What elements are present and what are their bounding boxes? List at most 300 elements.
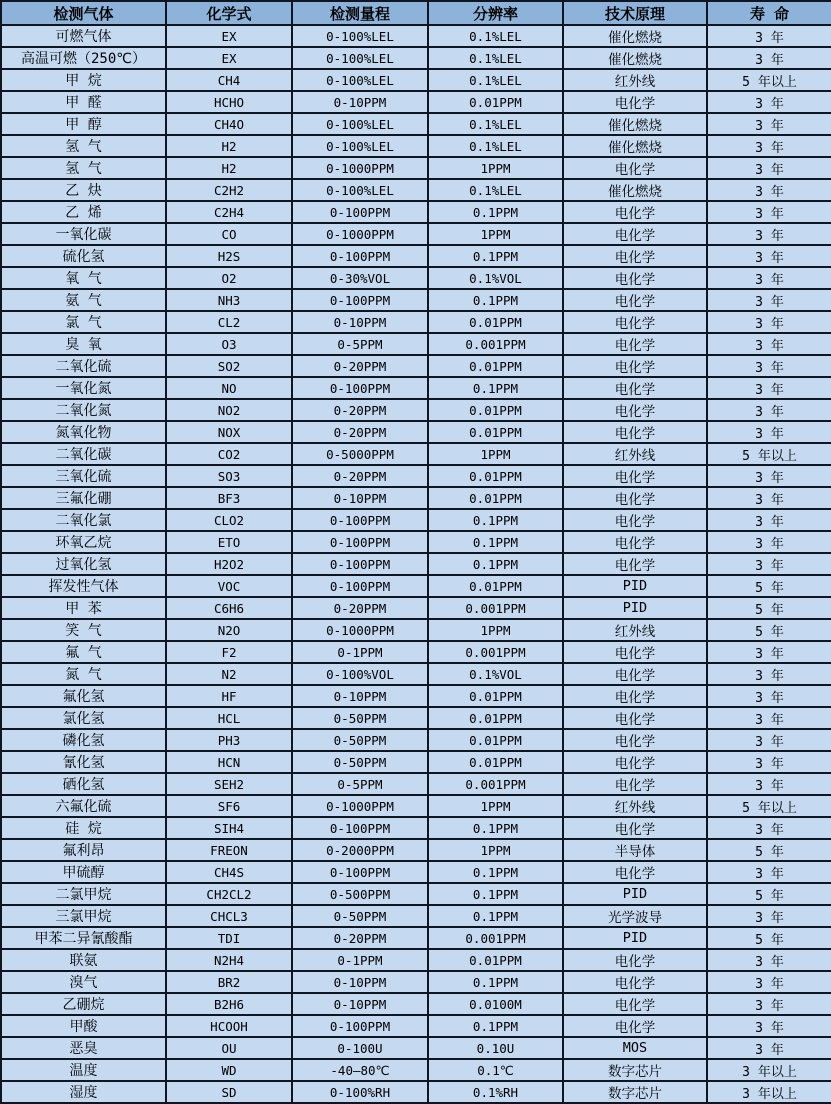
table-cell: 0-1000PPM — [292, 157, 428, 179]
table-cell: 0.1%LEL — [428, 113, 563, 135]
table-cell: VOC — [166, 575, 292, 597]
table-cell: 电化学 — [563, 773, 707, 795]
table-header — [1, 1, 831, 25]
table-cell: BR2 — [166, 971, 292, 993]
table-cell: N2 — [166, 663, 292, 685]
table-cell: 磷化氢 — [1, 729, 166, 751]
table-cell: 1PPM — [428, 223, 563, 245]
table-cell: NH3 — [166, 289, 292, 311]
table-cell: H2 — [166, 135, 292, 157]
table-cell: 一氧化碳 — [1, 223, 166, 245]
column-header: 检测气体 — [1, 1, 166, 25]
table-cell: 0-10PPM — [292, 91, 428, 113]
table-row — [1, 993, 831, 1015]
table-row — [1, 443, 831, 465]
table-cell: 0-20PPM — [292, 399, 428, 421]
table-cell: BF3 — [166, 487, 292, 509]
table-cell: H2S — [166, 245, 292, 267]
table-cell: 0.1PPM — [428, 817, 563, 839]
table-row — [1, 619, 831, 641]
table-cell: 0.01PPM — [428, 399, 563, 421]
table-cell: 可燃气体 — [1, 25, 166, 47]
table-cell: 0.1℃ — [428, 1059, 563, 1081]
table-cell: 0.01PPM — [428, 487, 563, 509]
table-cell: 温度 — [1, 1059, 166, 1081]
table-cell: 0-100%LEL — [292, 113, 428, 135]
table-cell: 3 年 — [707, 355, 831, 377]
table-row — [1, 289, 831, 311]
table-cell: CO2 — [166, 443, 292, 465]
table-row — [1, 333, 831, 355]
table-cell: 3 年 — [707, 399, 831, 421]
table-cell: 0-50PPM — [292, 707, 428, 729]
table-cell: 0.1PPM — [428, 905, 563, 927]
table-cell: 0.1PPM — [428, 531, 563, 553]
table-cell: 0-100PPM — [292, 245, 428, 267]
table-cell: 5 年 — [707, 883, 831, 905]
table-cell: 0.1%LEL — [428, 179, 563, 201]
table-cell: 数字芯片 — [563, 1059, 707, 1081]
table-cell: 3 年 — [707, 487, 831, 509]
table-cell: C2H2 — [166, 179, 292, 201]
table-cell: 0.1%VOL — [428, 663, 563, 685]
table-cell: EX — [166, 25, 292, 47]
table-cell: SO3 — [166, 465, 292, 487]
table-cell: 0.01PPM — [428, 465, 563, 487]
table-row — [1, 487, 831, 509]
table-cell: PID — [563, 883, 707, 905]
table-cell: C6H6 — [166, 597, 292, 619]
table-cell: SEH2 — [166, 773, 292, 795]
table-cell: 电化学 — [563, 707, 707, 729]
table-cell: 半导体 — [563, 839, 707, 861]
table-cell: 3 年 — [707, 179, 831, 201]
table-cell: 0.1PPM — [428, 201, 563, 223]
table-cell: 0.01PPM — [428, 707, 563, 729]
table-cell: 硒化氢 — [1, 773, 166, 795]
table-cell: 臭 氧 — [1, 333, 166, 355]
table-cell: 0-10PPM — [292, 971, 428, 993]
table-cell: 催化燃烧 — [563, 179, 707, 201]
table-cell: 0.1%VOL — [428, 267, 563, 289]
table-row — [1, 179, 831, 201]
table-cell: CLO2 — [166, 509, 292, 531]
table-cell: 3 年以上 — [707, 1081, 831, 1103]
table-cell: 3 年 — [707, 1015, 831, 1037]
table-cell: 0.1%RH — [428, 1081, 563, 1103]
table-row — [1, 1059, 831, 1081]
table-cell: 电化学 — [563, 663, 707, 685]
table-cell: B2H6 — [166, 993, 292, 1015]
table-row — [1, 355, 831, 377]
table-cell: HCHO — [166, 91, 292, 113]
table-cell: 0-20PPM — [292, 421, 428, 443]
table-cell: 3 年 — [707, 333, 831, 355]
table-cell: 5 年 — [707, 619, 831, 641]
table-row — [1, 773, 831, 795]
table-cell: 0-2000PPM — [292, 839, 428, 861]
table-cell: 甲硫醇 — [1, 861, 166, 883]
table-cell: 0-5000PPM — [292, 443, 428, 465]
table-cell: 3 年 — [707, 25, 831, 47]
table-cell: 电化学 — [563, 355, 707, 377]
table-cell: TDI — [166, 927, 292, 949]
table-cell: 0-100U — [292, 1037, 428, 1059]
table-cell: SD — [166, 1081, 292, 1103]
table-row — [1, 245, 831, 267]
table-cell: 电化学 — [563, 641, 707, 663]
table-row — [1, 861, 831, 883]
table-row — [1, 91, 831, 113]
table-cell: 0-100PPM — [292, 1015, 428, 1037]
table-cell: 电化学 — [563, 993, 707, 1015]
table-cell: 氮 气 — [1, 663, 166, 685]
table-cell: PID — [563, 575, 707, 597]
table-cell: 5 年以上 — [707, 795, 831, 817]
table-cell: 0-100%LEL — [292, 69, 428, 91]
table-cell: 3 年 — [707, 47, 831, 69]
table-cell: 0.1%LEL — [428, 25, 563, 47]
table-cell: 3 年 — [707, 223, 831, 245]
table-cell: 3 年 — [707, 773, 831, 795]
table-cell: 六氟化硫 — [1, 795, 166, 817]
table-cell: 溴气 — [1, 971, 166, 993]
table-cell: O2 — [166, 267, 292, 289]
table-cell: C2H4 — [166, 201, 292, 223]
table-cell: 3 年 — [707, 817, 831, 839]
table-cell: 0-5PPM — [292, 333, 428, 355]
table-cell: 5 年 — [707, 927, 831, 949]
table-cell: 一氧化氮 — [1, 377, 166, 399]
table-cell: 0.10U — [428, 1037, 563, 1059]
table-cell: 3 年 — [707, 751, 831, 773]
table-cell: OU — [166, 1037, 292, 1059]
table-cell: 3 年 — [707, 135, 831, 157]
table-row — [1, 509, 831, 531]
table-cell: WD — [166, 1059, 292, 1081]
table-cell: 5 年 — [707, 839, 831, 861]
table-cell: 二氧化氯 — [1, 509, 166, 531]
table-cell: 电化学 — [563, 91, 707, 113]
table-cell: 电化学 — [563, 267, 707, 289]
table-cell: 5 年以上 — [707, 69, 831, 91]
table-cell: 氟化氢 — [1, 685, 166, 707]
table-row — [1, 157, 831, 179]
table-cell: 0-5PPM — [292, 773, 428, 795]
table-cell: 0-100%LEL — [292, 135, 428, 157]
table-cell: 0.1PPM — [428, 971, 563, 993]
table-cell: 0-100PPM — [292, 201, 428, 223]
table-cell: 0.0100M — [428, 993, 563, 1015]
table-cell: 3 年 — [707, 663, 831, 685]
table-cell: 红外线 — [563, 619, 707, 641]
header-row — [1, 1, 831, 25]
table-cell: NO — [166, 377, 292, 399]
table-row — [1, 817, 831, 839]
table-cell: 电化学 — [563, 421, 707, 443]
table-row — [1, 201, 831, 223]
table-cell: 0-50PPM — [292, 729, 428, 751]
table-row — [1, 641, 831, 663]
table-cell: 3 年 — [707, 113, 831, 135]
table-cell: PID — [563, 927, 707, 949]
table-cell: 0-1000PPM — [292, 619, 428, 641]
table-cell: 红外线 — [563, 443, 707, 465]
table-cell: HCN — [166, 751, 292, 773]
column-header: 技术原理 — [563, 1, 707, 25]
table-cell: EX — [166, 47, 292, 69]
table-cell: 0-100%LEL — [292, 179, 428, 201]
table-cell: 0.1PPM — [428, 377, 563, 399]
column-header: 寿 命 — [707, 1, 831, 25]
table-cell: N2O — [166, 619, 292, 641]
table-cell: 0-20PPM — [292, 597, 428, 619]
table-row — [1, 1015, 831, 1037]
table-cell: 乙 炔 — [1, 179, 166, 201]
table-cell: 3 年以上 — [707, 1059, 831, 1081]
table-cell: 3 年 — [707, 311, 831, 333]
table-cell: MOS — [563, 1037, 707, 1059]
table-cell: F2 — [166, 641, 292, 663]
table-cell: CH4S — [166, 861, 292, 883]
table-row — [1, 311, 831, 333]
table-cell: 0-500PPM — [292, 883, 428, 905]
table-cell: 电化学 — [563, 289, 707, 311]
table-cell: 1PPM — [428, 157, 563, 179]
table-row — [1, 883, 831, 905]
table-cell: 3 年 — [707, 729, 831, 751]
table-cell: SIH4 — [166, 817, 292, 839]
table-cell: 0.1PPM — [428, 245, 563, 267]
table-cell: 0-20PPM — [292, 465, 428, 487]
table-cell: 0.1%LEL — [428, 47, 563, 69]
table-cell: 0-10PPM — [292, 487, 428, 509]
table-cell: 0.001PPM — [428, 773, 563, 795]
table-row — [1, 927, 831, 949]
table-cell: 电化学 — [563, 531, 707, 553]
table-cell: 甲 醇 — [1, 113, 166, 135]
table-cell: 甲 醛 — [1, 91, 166, 113]
table-cell: 电化学 — [563, 157, 707, 179]
table-row — [1, 685, 831, 707]
table-cell: NO2 — [166, 399, 292, 421]
table-cell: 0.01PPM — [428, 421, 563, 443]
table-row — [1, 1081, 831, 1103]
table-body — [1, 25, 831, 1103]
table-cell: 氰化氢 — [1, 751, 166, 773]
table-cell: 电化学 — [563, 245, 707, 267]
table-cell: 3 年 — [707, 993, 831, 1015]
table-cell: 催化燃烧 — [563, 25, 707, 47]
table-cell: 湿度 — [1, 1081, 166, 1103]
table-cell: 0.1%LEL — [428, 69, 563, 91]
table-cell: CH4 — [166, 69, 292, 91]
table-cell: 0-100PPM — [292, 553, 428, 575]
table-cell: H2O2 — [166, 553, 292, 575]
table-cell: 0-50PPM — [292, 751, 428, 773]
table-cell: 3 年 — [707, 267, 831, 289]
table-cell: 3 年 — [707, 707, 831, 729]
table-cell: 数字芯片 — [563, 1081, 707, 1103]
table-cell: 0.001PPM — [428, 927, 563, 949]
table-cell: 0.1%LEL — [428, 135, 563, 157]
table-cell: 0-10PPM — [292, 993, 428, 1015]
table-row — [1, 267, 831, 289]
table-row — [1, 113, 831, 135]
table-cell: 3 年 — [707, 421, 831, 443]
table-row — [1, 663, 831, 685]
table-cell: 0-100PPM — [292, 509, 428, 531]
table-cell: 1PPM — [428, 839, 563, 861]
table-cell: 三氟化硼 — [1, 487, 166, 509]
table-cell: FREON — [166, 839, 292, 861]
table-cell: 0.1PPM — [428, 883, 563, 905]
table-row — [1, 949, 831, 971]
table-cell: 0.01PPM — [428, 311, 563, 333]
table-cell: 3 年 — [707, 531, 831, 553]
table-cell: 0-100PPM — [292, 377, 428, 399]
table-cell: 0-100PPM — [292, 575, 428, 597]
table-cell: NOX — [166, 421, 292, 443]
table-cell: 氟 气 — [1, 641, 166, 663]
table-cell: 氨 气 — [1, 289, 166, 311]
table-cell: 电化学 — [563, 465, 707, 487]
table-cell: 0-100%VOL — [292, 663, 428, 685]
table-row — [1, 553, 831, 575]
table-cell: HCOOH — [166, 1015, 292, 1037]
table-cell: 3 年 — [707, 465, 831, 487]
table-cell: 环氧乙烷 — [1, 531, 166, 553]
table-cell: 二氯甲烷 — [1, 883, 166, 905]
table-cell: 挥发性气体 — [1, 575, 166, 597]
table-cell: 电化学 — [563, 311, 707, 333]
table-cell: 0-10PPM — [292, 311, 428, 333]
table-cell: 0-20PPM — [292, 927, 428, 949]
table-cell: 0-1000PPM — [292, 223, 428, 245]
table-cell: 电化学 — [563, 553, 707, 575]
table-cell: 二氧化硫 — [1, 355, 166, 377]
table-cell: 3 年 — [707, 91, 831, 113]
table-cell: 电化学 — [563, 509, 707, 531]
table-cell: O3 — [166, 333, 292, 355]
table-cell: 0.1PPM — [428, 861, 563, 883]
table-row — [1, 399, 831, 421]
table-cell: 0-1000PPM — [292, 795, 428, 817]
table-cell: 氧 气 — [1, 267, 166, 289]
table-cell: 0-100PPM — [292, 531, 428, 553]
table-cell: 3 年 — [707, 377, 831, 399]
table-cell: 乙 烯 — [1, 201, 166, 223]
table-cell: 乙硼烷 — [1, 993, 166, 1015]
table-cell: 5 年 — [707, 575, 831, 597]
table-cell: 0.01PPM — [428, 685, 563, 707]
table-cell: 氯 气 — [1, 311, 166, 333]
table-cell: 红外线 — [563, 69, 707, 91]
table-cell: 1PPM — [428, 619, 563, 641]
table-cell: 3 年 — [707, 289, 831, 311]
table-cell: 3 年 — [707, 1037, 831, 1059]
table-cell: 甲苯二异氰酸酯 — [1, 927, 166, 949]
table-cell: 电化学 — [563, 685, 707, 707]
table-row — [1, 795, 831, 817]
table-cell: 0.001PPM — [428, 333, 563, 355]
table-cell: 二氧化氮 — [1, 399, 166, 421]
table-cell: 恶臭 — [1, 1037, 166, 1059]
table-cell: 0-100PPM — [292, 861, 428, 883]
table-cell: 电化学 — [563, 333, 707, 355]
table-cell: CHCL3 — [166, 905, 292, 927]
table-cell: 0-30%VOL — [292, 267, 428, 289]
table-cell: 3 年 — [707, 201, 831, 223]
table-row — [1, 597, 831, 619]
table-cell: 甲 苯 — [1, 597, 166, 619]
table-cell: 0.1PPM — [428, 289, 563, 311]
table-cell: 3 年 — [707, 971, 831, 993]
table-cell: 0.01PPM — [428, 729, 563, 751]
table-cell: N2H4 — [166, 949, 292, 971]
table-cell: -40—80℃ — [292, 1059, 428, 1081]
table-row — [1, 729, 831, 751]
table-cell: 光学波导 — [563, 905, 707, 927]
table-cell: 0.1PPM — [428, 509, 563, 531]
table-cell: H2 — [166, 157, 292, 179]
table-cell: 氢 气 — [1, 157, 166, 179]
table-cell: 电化学 — [563, 487, 707, 509]
table-cell: 电化学 — [563, 751, 707, 773]
table-cell: 3 年 — [707, 905, 831, 927]
table-row — [1, 575, 831, 597]
column-header: 检测量程 — [292, 1, 428, 25]
table-cell: 笑 气 — [1, 619, 166, 641]
table-cell: PH3 — [166, 729, 292, 751]
table-cell: 0.01PPM — [428, 575, 563, 597]
table-row — [1, 69, 831, 91]
table-cell: 0-10PPM — [292, 685, 428, 707]
table-cell: 氟利昂 — [1, 839, 166, 861]
table-cell: 二氧化碳 — [1, 443, 166, 465]
table-row — [1, 531, 831, 553]
table-cell: 甲 烷 — [1, 69, 166, 91]
table-cell: 三氧化硫 — [1, 465, 166, 487]
table-cell: 3 年 — [707, 553, 831, 575]
table-cell: 氮氧化物 — [1, 421, 166, 443]
table-cell: 0-50PPM — [292, 905, 428, 927]
table-cell: SF6 — [166, 795, 292, 817]
table-row — [1, 25, 831, 47]
table-cell: 0.001PPM — [428, 597, 563, 619]
table-cell: 电化学 — [563, 377, 707, 399]
table-cell: 3 年 — [707, 509, 831, 531]
table-cell: SO2 — [166, 355, 292, 377]
table-cell: 电化学 — [563, 223, 707, 245]
table-cell: 0-100%RH — [292, 1081, 428, 1103]
table-cell: PID — [563, 597, 707, 619]
table-cell: 电化学 — [563, 201, 707, 223]
table-row — [1, 905, 831, 927]
table-cell: CH4O — [166, 113, 292, 135]
table-cell: 3 年 — [707, 245, 831, 267]
column-header: 化学式 — [166, 1, 292, 25]
table-row — [1, 971, 831, 993]
table-cell: 0-1PPM — [292, 949, 428, 971]
table-cell: 1PPM — [428, 443, 563, 465]
table-cell: 电化学 — [563, 861, 707, 883]
table-cell: 5 年以上 — [707, 443, 831, 465]
table-row — [1, 47, 831, 69]
table-cell: 0-100PPM — [292, 817, 428, 839]
table-cell: 1PPM — [428, 795, 563, 817]
table-cell: 高温可燃（250℃） — [1, 47, 166, 69]
